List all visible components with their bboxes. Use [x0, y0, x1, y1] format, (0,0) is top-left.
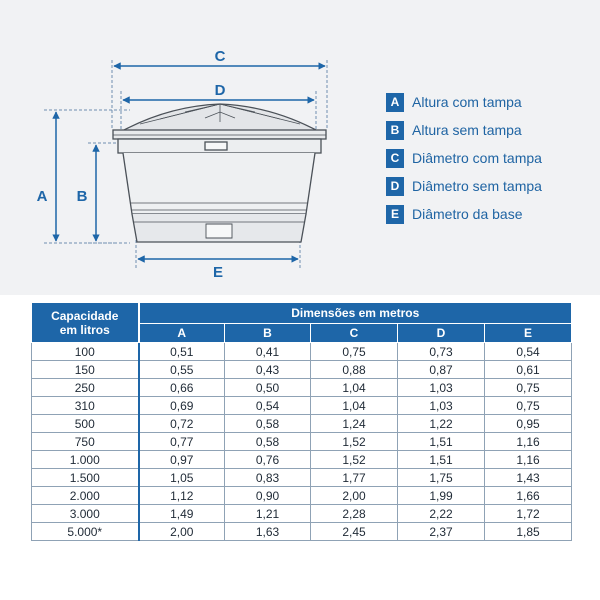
capacity-header: [32, 303, 139, 343]
capacity-cell: 250: [32, 379, 139, 397]
dimension-cell-e: 0,75: [485, 379, 572, 397]
dimension-cell-b: 0,50: [225, 379, 311, 397]
capacity-cell: 750: [32, 433, 139, 451]
dimension-cell-e: 0,54: [485, 343, 572, 361]
dimension-cell-c: 1,04: [311, 397, 398, 415]
dimension-cell-c: 1,77: [311, 469, 398, 487]
table-row: [32, 487, 572, 505]
dimension-cell-c: 1,04: [311, 379, 398, 397]
dimension-cell-b: 0,41: [225, 343, 311, 361]
label-b: B: [76, 188, 88, 205]
dimensions-table: [31, 302, 572, 541]
label-c: C: [214, 48, 226, 65]
capacity-cell: 100: [32, 343, 139, 361]
dimension-cell-e: 1,66: [485, 487, 572, 505]
dimension-cell-e: 1,16: [485, 451, 572, 469]
dimension-cell-d: 1,03: [398, 379, 485, 397]
legend-badge: E: [386, 205, 404, 224]
capacity-cell: 500: [32, 415, 139, 433]
table-row: [32, 343, 572, 361]
dimension-cell-c: 1,24: [311, 415, 398, 433]
dimension-cell-b: 0,43: [225, 361, 311, 379]
column-header-d: D: [398, 324, 485, 343]
column-header-a: A: [139, 324, 225, 343]
table-row: [32, 379, 572, 397]
legend-text: Altura sem tampa: [412, 122, 522, 138]
dimension-cell-e: 1,85: [485, 523, 572, 541]
legend-text: Diâmetro da base: [412, 206, 523, 222]
dimension-cell-b: 0,90: [225, 487, 311, 505]
legend-item-d: [386, 176, 542, 196]
dimension-cell-b: 1,21: [225, 505, 311, 523]
dimension-cell-b: 0,54: [225, 397, 311, 415]
dimension-cell-a: 0,55: [139, 361, 225, 379]
dimension-cell-c: 1,52: [311, 451, 398, 469]
table-row: [32, 505, 572, 523]
table-row: [32, 397, 572, 415]
dimension-cell-e: 1,16: [485, 433, 572, 451]
dimension-cell-a: 2,00: [139, 523, 225, 541]
label-d: D: [214, 82, 226, 99]
dimension-cell-a: 0,72: [139, 415, 225, 433]
dimension-cell-c: 2,28: [311, 505, 398, 523]
legend-badge: A: [386, 93, 404, 112]
dimension-cell-e: 1,43: [485, 469, 572, 487]
table-row: [32, 415, 572, 433]
legend-item-a: [386, 92, 522, 112]
capacity-cell: 310: [32, 397, 139, 415]
dimension-cell-a: 0,69: [139, 397, 225, 415]
table-row: [32, 433, 572, 451]
dimension-cell-d: 2,22: [398, 505, 485, 523]
legend-item-e: [386, 204, 523, 224]
table-row: [32, 361, 572, 379]
dimension-cell-b: 0,76: [225, 451, 311, 469]
legend-text: Diâmetro sem tampa: [412, 178, 542, 194]
table-body: [32, 343, 572, 541]
capacity-cell: 2.000: [32, 487, 139, 505]
dimension-cell-d: 2,37: [398, 523, 485, 541]
dimension-cell-e: 1,72: [485, 505, 572, 523]
dimension-cell-b: 0,58: [225, 433, 311, 451]
table-row: [32, 523, 572, 541]
dimension-cell-e: 0,95: [485, 415, 572, 433]
tank-body: [123, 153, 315, 214]
dimension-cell-d: 1,22: [398, 415, 485, 433]
diagram-panel: [0, 0, 600, 295]
dimension-cell-d: 1,75: [398, 469, 485, 487]
column-header-e: E: [485, 324, 572, 343]
tank-lid-rim: [113, 130, 326, 139]
dimension-cell-b: 0,58: [225, 415, 311, 433]
legend-text: Diâmetro com tampa: [412, 150, 542, 166]
legend-badge: B: [386, 121, 404, 140]
dimension-cell-d: 1,99: [398, 487, 485, 505]
column-header-b: B: [225, 324, 311, 343]
capacity-cell: 5.000*: [32, 523, 139, 541]
dimension-cell-b: 1,63: [225, 523, 311, 541]
capacity-cell: 150: [32, 361, 139, 379]
dimension-cell-a: 0,66: [139, 379, 225, 397]
dimension-cell-d: 1,51: [398, 433, 485, 451]
dimension-cell-d: 0,87: [398, 361, 485, 379]
dimension-cell-c: 0,75: [311, 343, 398, 361]
column-header-c: C: [311, 324, 398, 343]
legend-badge: C: [386, 149, 404, 168]
dimension-cell-a: 0,97: [139, 451, 225, 469]
dimension-cell-a: 1,05: [139, 469, 225, 487]
dimension-cell-e: 0,75: [485, 397, 572, 415]
dimension-cell-d: 1,51: [398, 451, 485, 469]
legend-badge: D: [386, 177, 404, 196]
dimension-cell-d: 0,73: [398, 343, 485, 361]
table-row: [32, 451, 572, 469]
dimensions-header: Dimensões em metros: [139, 303, 572, 324]
table-row: [32, 469, 572, 487]
water-tank: [113, 104, 326, 242]
dimension-cell-b: 0,83: [225, 469, 311, 487]
dimension-cell-e: 0,61: [485, 361, 572, 379]
legend-item-c: [386, 148, 542, 168]
dimension-cell-a: 0,51: [139, 343, 225, 361]
dimension-cell-a: 1,12: [139, 487, 225, 505]
dimension-cell-c: 1,52: [311, 433, 398, 451]
legend-text: Altura com tampa: [412, 94, 522, 110]
dimension-cell-c: 0,88: [311, 361, 398, 379]
capacity-header-line1: Capacidade: [51, 308, 119, 323]
dimension-cell-d: 1,03: [398, 397, 485, 415]
dimension-cell-c: 2,00: [311, 487, 398, 505]
dimension-cell-a: 1,49: [139, 505, 225, 523]
capacity-cell: 3.000: [32, 505, 139, 523]
label-e: E: [212, 264, 224, 281]
legend-item-b: [386, 120, 522, 140]
dimension-cell-c: 2,45: [311, 523, 398, 541]
dimension-cell-a: 0,77: [139, 433, 225, 451]
label-a: A: [36, 188, 48, 205]
capacity-cell: 1.000: [32, 451, 139, 469]
capacity-header-line2: em litros: [59, 322, 110, 337]
capacity-cell: 1.500: [32, 469, 139, 487]
